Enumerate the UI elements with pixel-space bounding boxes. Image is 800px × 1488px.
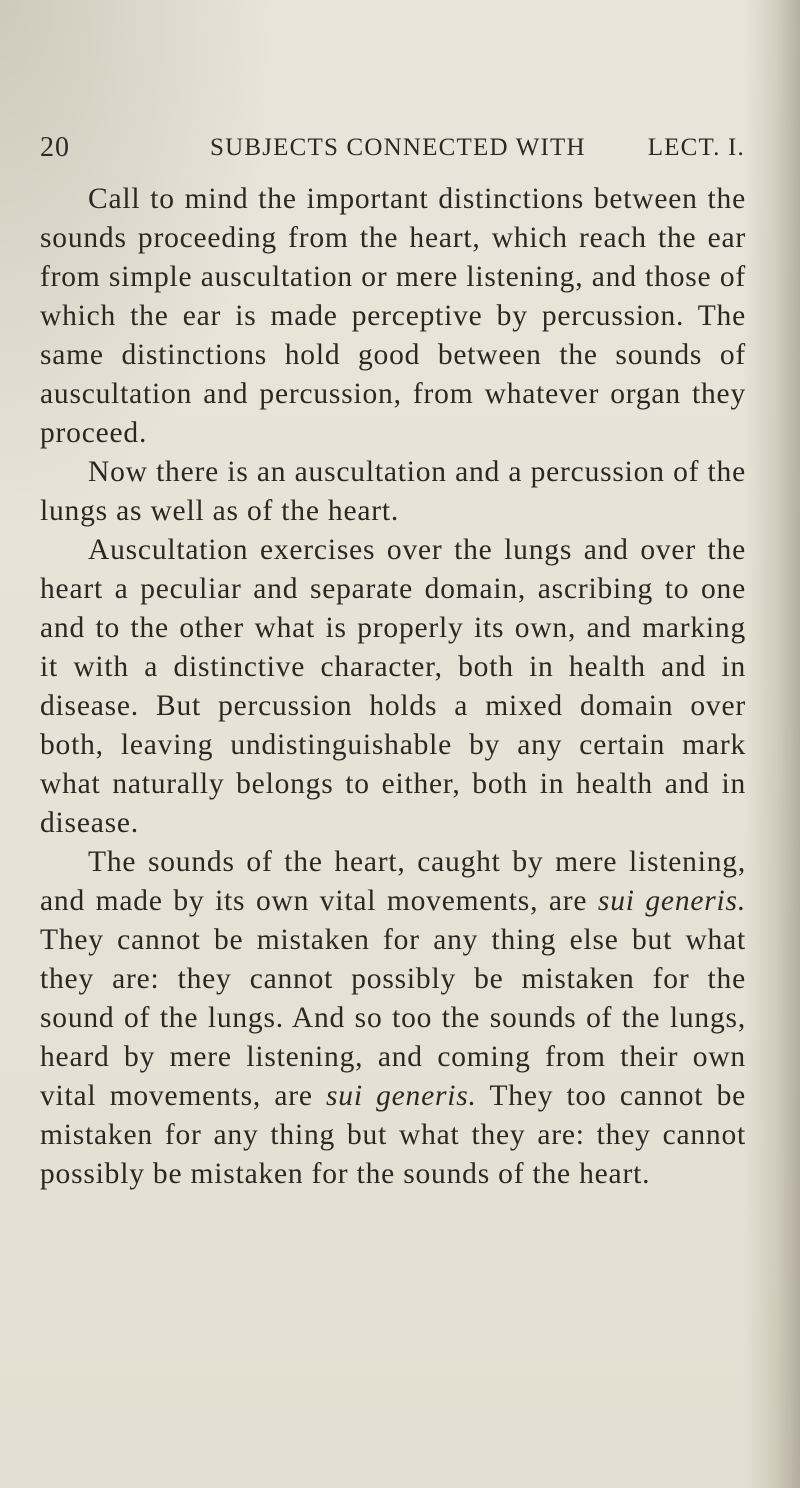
paragraph-text: Now there is an auscultation and a percussion of the lungs as well as of the heart.: [40, 456, 746, 527]
paragraph-text: Call to mind the important distinctions between the sounds proceeding from the heart, which reach the ear from simple auscultation or mere listening, and those of which the ear is made perceptive by percussion. The same distinctions hold good between the sounds of auscultation and percussion, from whatever organ they proceed.: [40, 183, 746, 449]
lecture-number: LECT. I.: [647, 134, 745, 161]
running-title: SUBJECTS CONNECTED WITH: [210, 134, 586, 161]
paragraph: [40, 453, 746, 531]
paragraph-text: They too cannot be mistaken for any thing but what they are: they cannot possibly be mistaken for the sounds of the heart.: [40, 1080, 747, 1190]
paragraph: [40, 531, 746, 843]
latin-phrase: sui generis.: [326, 1080, 477, 1112]
paragraph-text: They cannot be mistaken for any thing else but what they are: they cannot possibly be mistaken for the sound of the lungs. And so too the sounds of the lungs, heard by mere listening, and coming from their own vital movements, are: [40, 924, 746, 1112]
latin-phrase: sui generis.: [597, 885, 746, 917]
paragraph: [40, 843, 746, 1194]
paragraph: [40, 180, 746, 453]
paragraph-text: Auscultation exercises over the lungs and over the heart a peculiar and separate domain, ascribing to one and to the other what is properly its own, and marking it with a distinctive character, both in health and in disease. But percussion holds a mixed domain over both, leaving undistinguishable by any certain mark what naturally belongs to either, both in health and in disease.: [40, 534, 746, 839]
body-text: [40, 180, 746, 1194]
paragraph-text: The sounds of the heart, caught by mere listening, and made by its own vital movements, are: [40, 846, 746, 917]
running-head: [40, 132, 745, 172]
page-number: 20: [40, 132, 70, 163]
